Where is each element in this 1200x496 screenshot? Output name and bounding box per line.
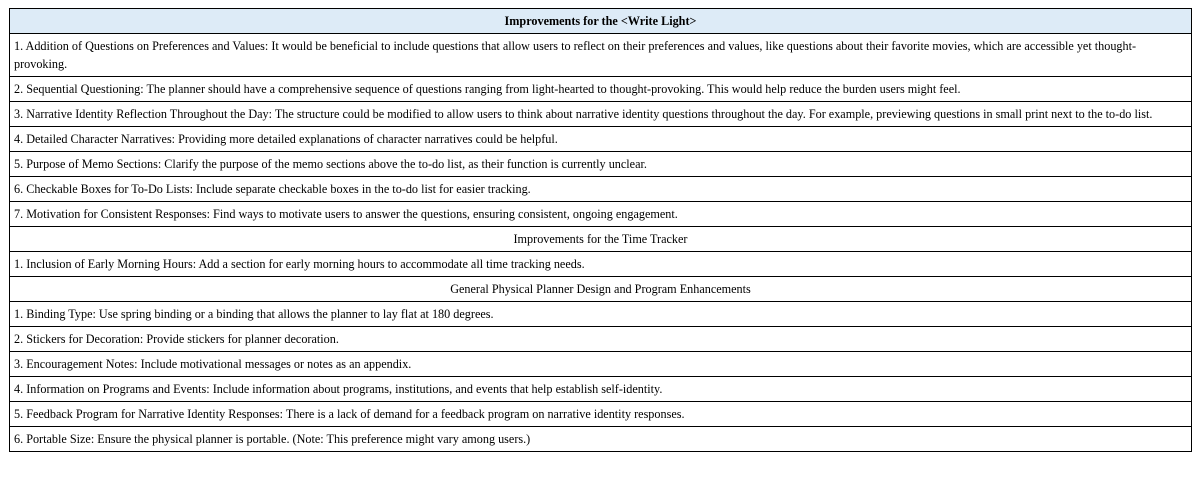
write-light-item-3: 3. Narrative Identity Reflection Throughout the Day: The structure could be modified to allow users to think about narrative identity questions throughout the day. For example, previewing questions in small print next to the to-do list. [10,102,1192,127]
improvements-table [9,8,1192,452]
write-light-item-7: 7. Motivation for Consistent Responses: Find ways to motivate users to answer the questions, ensuring consistent, ongoing engagement. [10,202,1192,227]
write-light-item-6: 6. Checkable Boxes for To-Do Lists: Include separate checkable boxes in the to-do list for easier tracking. [10,177,1192,202]
write-light-item-1: 1. Addition of Questions on Preferences and Values: It would be beneficial to include questions that allow users to reflect on their preferences and values, like questions about their favorite movies, which are accessible yet thought-provoking. [10,34,1192,77]
general-item-4: 4. Information on Programs and Events: Include information about programs, institutions, and events that help establish self-identity. [10,377,1192,402]
table-row [10,352,1192,377]
write-light-item-5: 5. Purpose of Memo Sections: Clarify the purpose of the memo sections above the to-do list, as their function is currently unclear. [10,152,1192,177]
general-item-3: 3. Encouragement Notes: Include motivational messages or notes as an appendix. [10,352,1192,377]
table-row [10,77,1192,102]
general-item-6: 6. Portable Size: Ensure the physical planner is portable. (Note: This preference might vary among users.) [10,427,1192,452]
section-header-row [10,277,1192,302]
table-row [10,252,1192,277]
general-item-5: 5. Feedback Program for Narrative Identity Responses: There is a lack of demand for a feedback program on narrative identity responses. [10,402,1192,427]
write-light-item-4: 4. Detailed Character Narratives: Providing more detailed explanations of character narratives could be helpful. [10,127,1192,152]
table-row [10,177,1192,202]
general-header: General Physical Planner Design and Program Enhancements [10,277,1192,302]
time-tracker-header: Improvements for the Time Tracker [10,227,1192,252]
table-row [10,402,1192,427]
improvements-table-container [9,8,1192,452]
write-light-item-2: 2. Sequential Questioning: The planner should have a comprehensive sequence of questions ranging from light-hearted to thought-provoking. This would help reduce the burden users might feel. [10,77,1192,102]
table-row [10,327,1192,352]
table-row [10,34,1192,77]
table-row [10,127,1192,152]
table-row [10,302,1192,327]
table-row [10,102,1192,127]
general-item-2: 2. Stickers for Decoration: Provide stickers for planner decoration. [10,327,1192,352]
table-row [10,377,1192,402]
time-tracker-item-1: 1. Inclusion of Early Morning Hours: Add a section for early morning hours to accommodate all time tracking needs. [10,252,1192,277]
table-row [10,202,1192,227]
table-title: Improvements for the <Write Light> [10,9,1192,34]
table-title-row [10,9,1192,34]
section-header-row [10,227,1192,252]
table-row [10,152,1192,177]
table-row [10,427,1192,452]
general-item-1: 1. Binding Type: Use spring binding or a binding that allows the planner to lay flat at 180 degrees. [10,302,1192,327]
